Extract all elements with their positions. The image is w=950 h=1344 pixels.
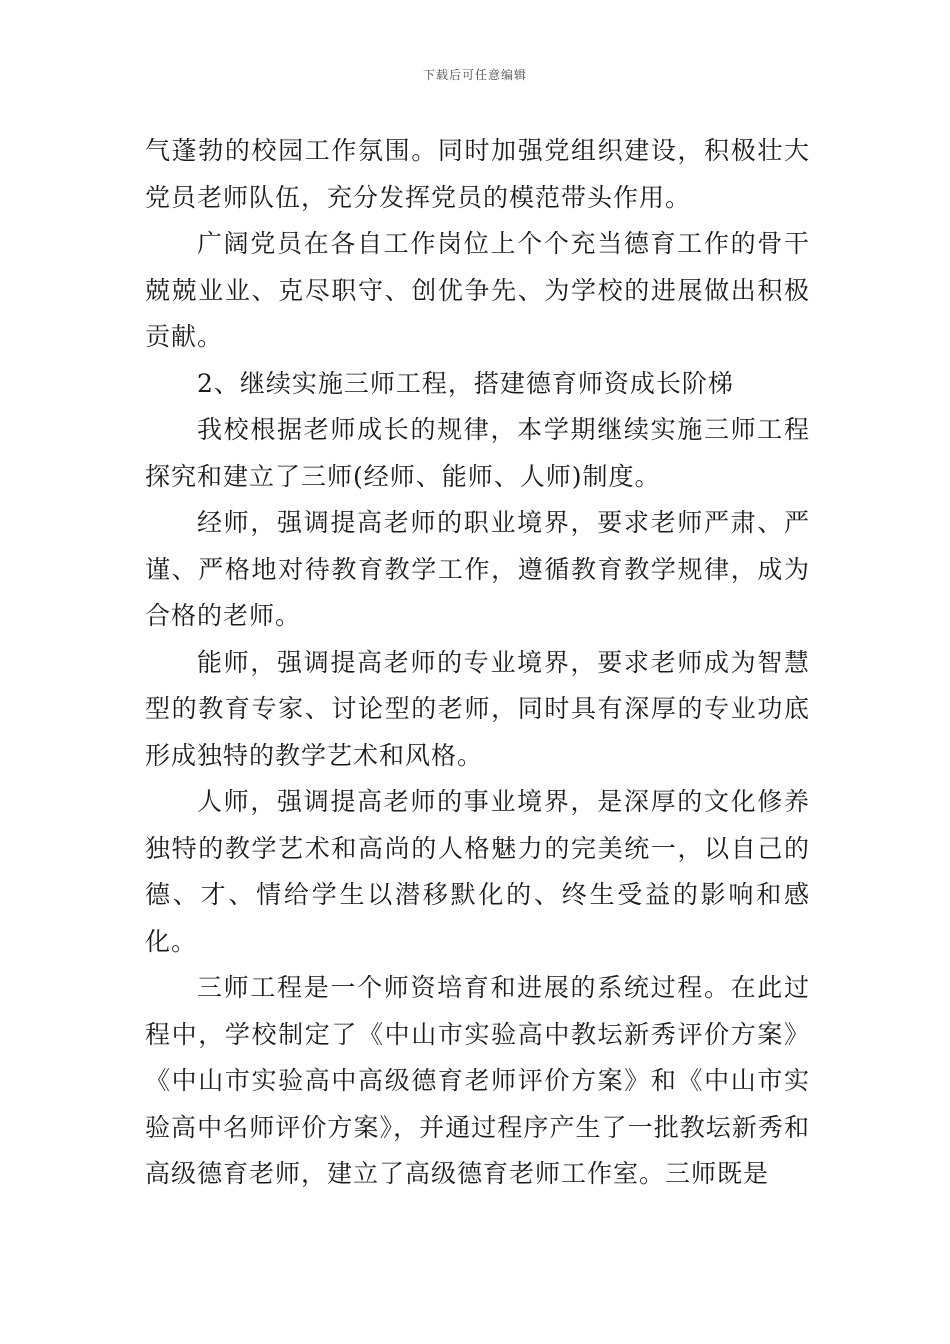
paragraph-1: 气蓬勃的校园工作氛围。同时加强党组织建设，积极壮大党员老师队伍，充分发挥党员的模范带头作用。: [145, 136, 810, 212]
section-heading-2: 2、继续实施三师工程，搭建德育师资成长阶梯: [197, 368, 734, 398]
paragraph-2: 广阔党员在各自工作岗位上个个充当德育工作的骨干兢兢业业、克尽职守、创优争先、为学校的进展做出积极贡献。: [145, 229, 810, 351]
paragraph-8: 三师工程是一个师资培育和进展的系统过程。在此过程中，学校制定了《中山市实验高中教坛新秀评价方案》《中山市实验高中高级德育老师评价方案》和《中山市实验高中名师评价方案》，并通过程序产生了一批教坛新秀和高级德育老师，建立了高级德育老师工作室。三师既是: [145, 973, 810, 1188]
body-text: [145, 128, 810, 1198]
paragraph-4: 我校根据老师成长的规律，本学期继续实施三师工程探究和建立了三师(经师、能师、人师)制度。: [145, 415, 810, 491]
paragraph-5: 经师，强调提高老师的职业境界，要求老师严肃、严谨、严格地对待教育教学工作，遵循教育教学规律，成为合格的老师。: [145, 508, 810, 630]
header-note: 下载后可任意编辑: [422, 68, 527, 82]
paragraph-7: 人师，强调提高老师的事业境界，是深厚的文化修养独特的教学艺术和高尚的人格魅力的完美统一，以自己的德、才、情给学生以潜移默化的、终生受益的影响和感化。: [145, 787, 810, 956]
paragraph-6: 能师，强调提高老师的专业境界，要求老师成为智慧型的教育专家、讨论型的老师，同时具有深厚的专业功底形成独特的教学艺术和风格。: [145, 647, 810, 770]
